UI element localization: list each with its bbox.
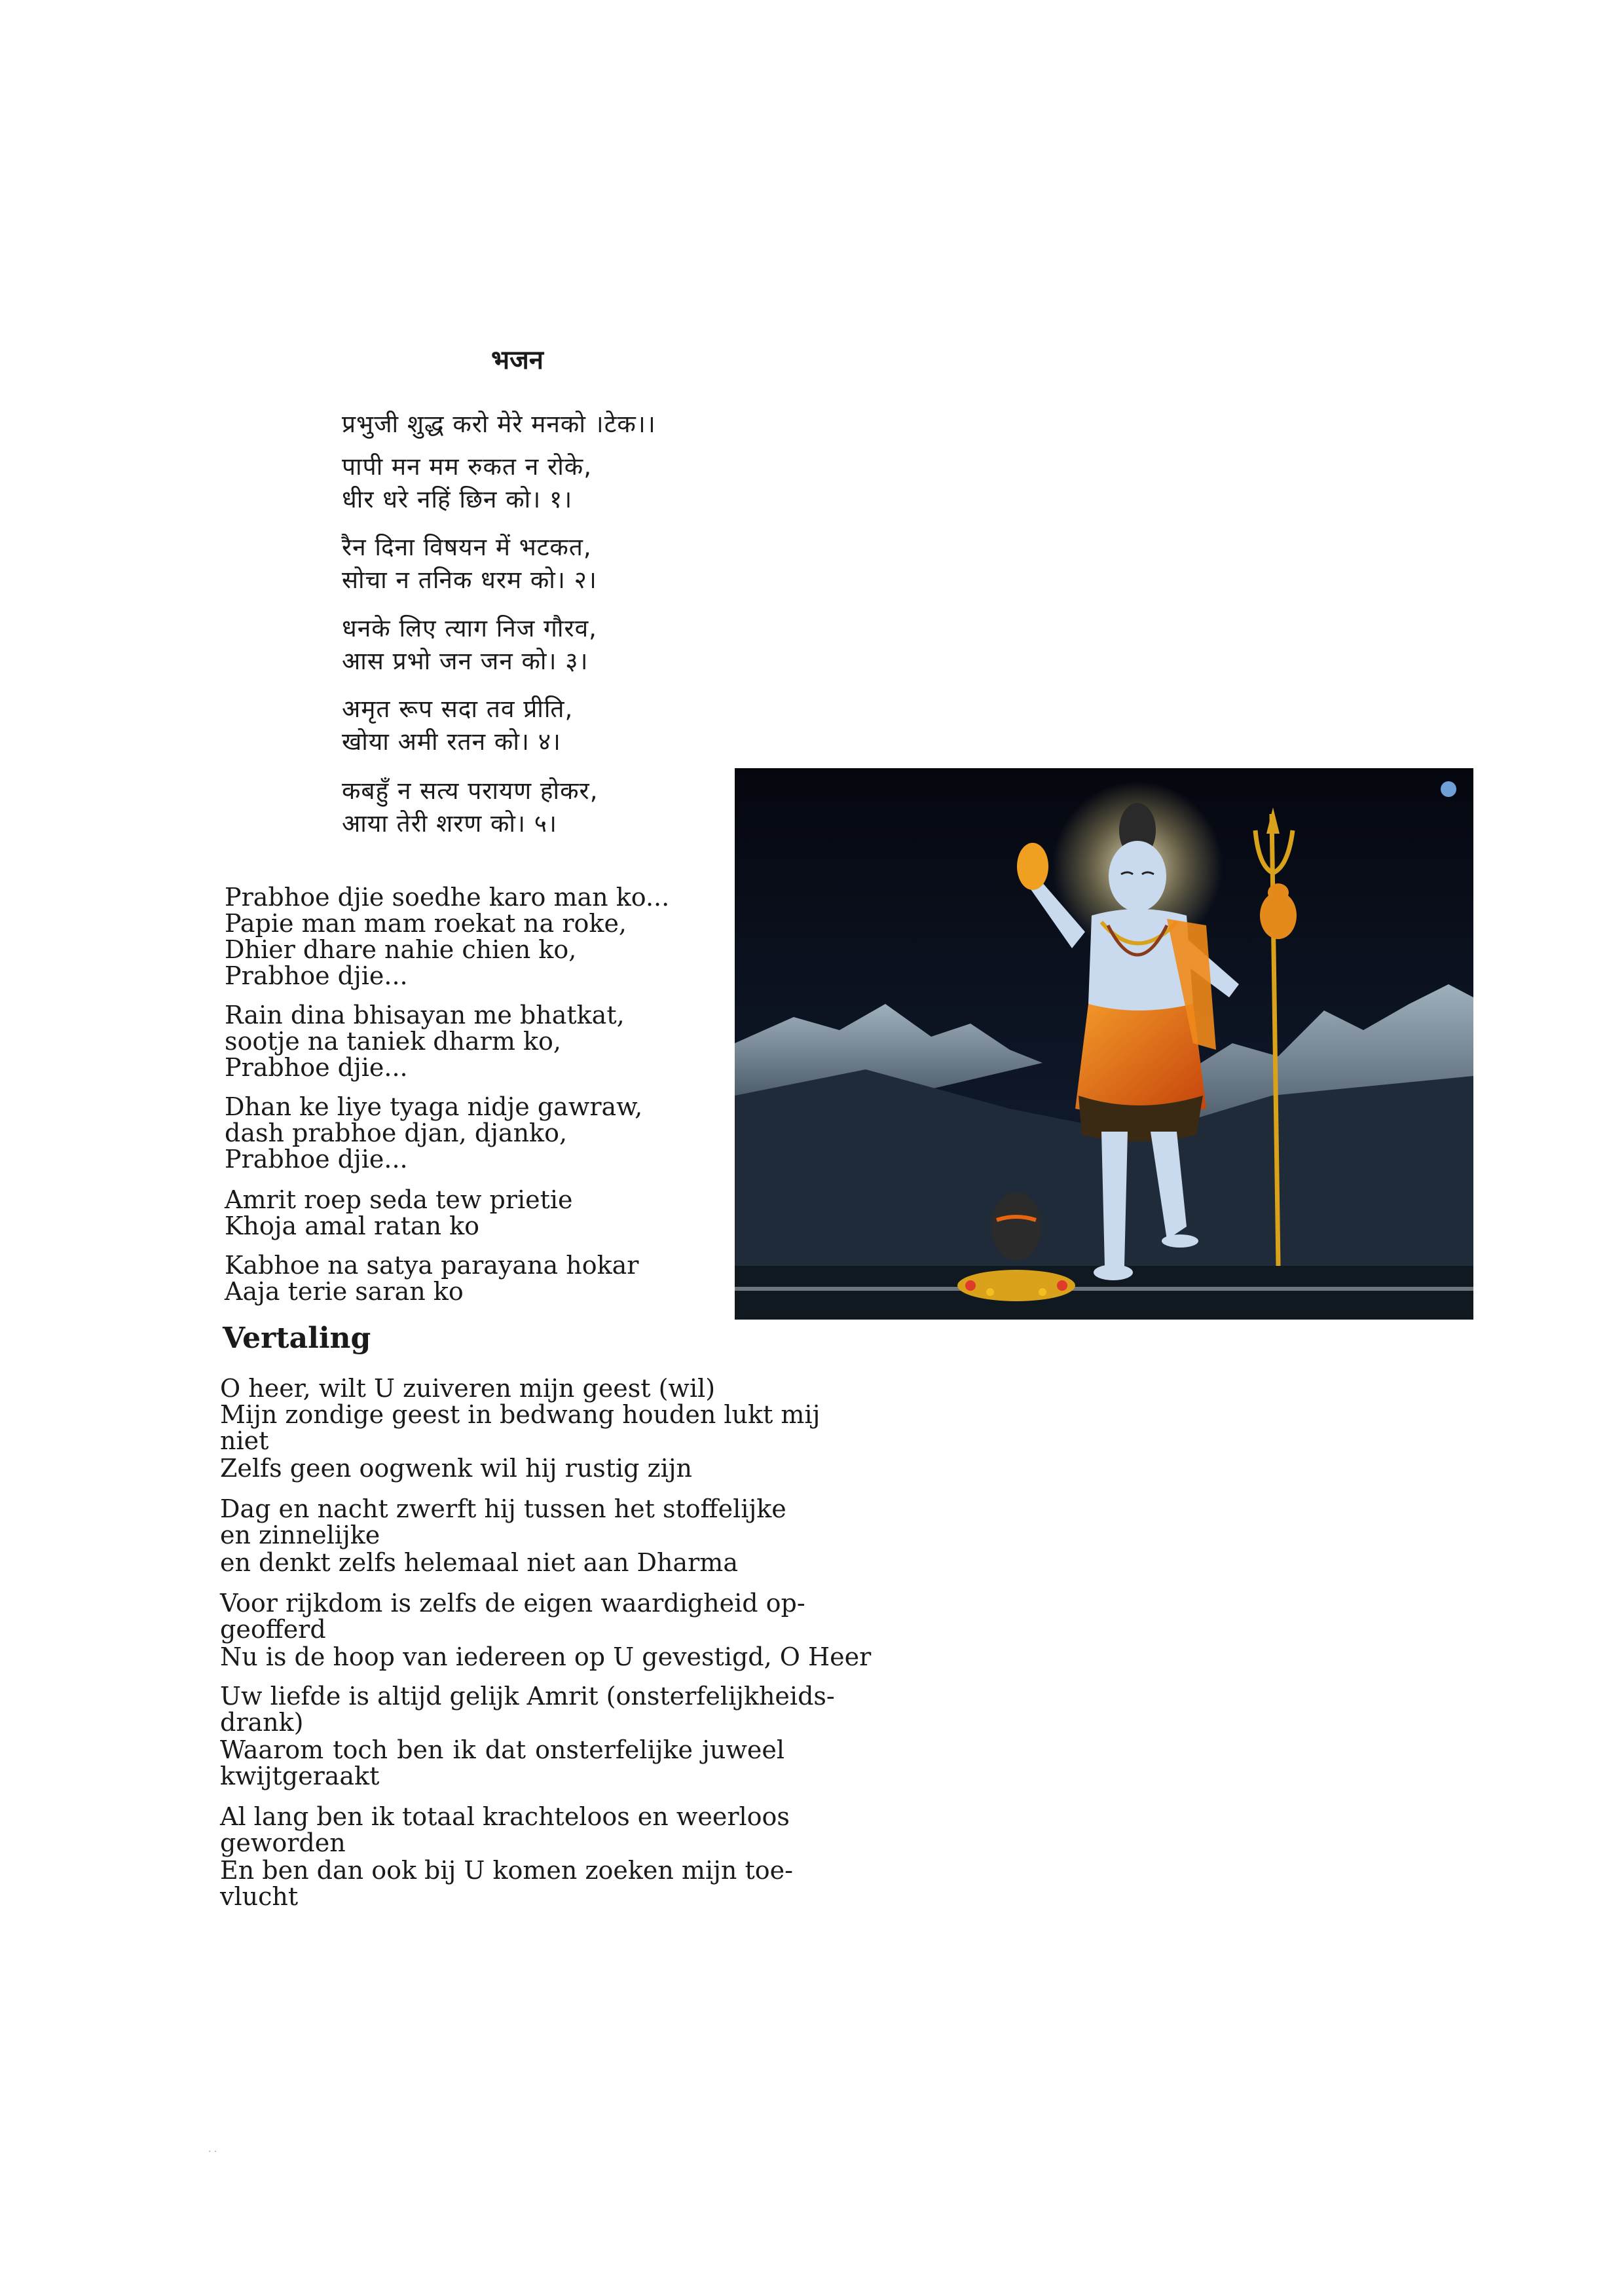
ground-line	[735, 1287, 1473, 1291]
transliteration-line: dash prabhoe djan, djanko,	[225, 1119, 568, 1147]
translation-line: Dag en nacht zwerft hij tussen het stoffelijke	[220, 1494, 786, 1523]
translation-line: Nu is de hoop van iedereen op U gevestigd, O Heer	[220, 1642, 872, 1671]
head	[1109, 841, 1166, 912]
transliteration-line: Prabhoe djie...	[225, 961, 408, 990]
transliteration-line: Prabhoe djie soedhe karo man ko...	[225, 883, 670, 912]
hindi-line: प्रभुजी शुद्ध करो मेरे मनको ।टेक।।	[342, 410, 656, 438]
transliteration-line: Prabhoe djie...	[225, 1145, 408, 1174]
translation-line: en zinnelijke	[220, 1521, 380, 1549]
hindi-line: अमृत रूप सदा तव प्रीति,	[342, 695, 574, 723]
transliteration-line: Prabhoe djie...	[225, 1053, 408, 1082]
translation-line: Zelfs geen oogwenk wil hij rustig zijn	[220, 1454, 693, 1483]
translation-line: kwijtgeraakt	[220, 1762, 380, 1790]
transliteration-line: Dhier dhare nahie chien ko,	[225, 935, 577, 964]
translation-line: en denkt zelfs helemaal niet aan Dharma	[220, 1548, 738, 1577]
translation-line: Voor rijkdom is zelfs de eigen waardigheid op-	[220, 1589, 805, 1618]
lingam	[991, 1193, 1041, 1261]
hindi-line: आया तेरी शरण को। ५।	[342, 809, 558, 838]
translation-line: niet	[220, 1426, 269, 1455]
blessing-hand	[1017, 843, 1048, 890]
translation-line: Mijn zondige geest in bedwang houden lukt mij	[220, 1400, 821, 1429]
hindi-line: कबहुँ न सत्य परायण होकर,	[342, 777, 599, 805]
bhajan-title: भजन	[491, 345, 544, 375]
transliteration-line: sootje na taniek dharm ko,	[225, 1027, 561, 1056]
transliteration-line: Rain dina bhisayan me bhatkat,	[225, 1001, 625, 1029]
left-leg	[1101, 1132, 1128, 1266]
hindi-line: धनके लिए त्याग निज गौरव,	[342, 614, 597, 642]
publisher-logo	[1441, 781, 1456, 797]
translation-line: En ben dan ook bij U komen zoeken mijn toe-	[220, 1856, 793, 1885]
robe	[1075, 1004, 1206, 1115]
translation-line: vlucht	[220, 1882, 299, 1911]
hindi-line: खोया अमी रतन को। ४।	[342, 728, 561, 756]
transliteration-line: Amrit roep seda tew prietie	[225, 1185, 573, 1214]
translation-heading: Vertaling	[223, 1322, 371, 1355]
translation-line: Al lang ben ik totaal krachteloos en weerloos	[220, 1802, 790, 1831]
translation-line: geofferd	[220, 1615, 326, 1644]
transliteration-line: Papie man mam roekat na roke,	[225, 909, 627, 938]
translation-line: O heer, wilt U zuiveren mijn geest (wil)	[220, 1374, 716, 1403]
hindi-line: रैन दिना विषयन में भटकत,	[342, 533, 592, 561]
transliteration-line: Aaja terie saran ko	[225, 1277, 464, 1306]
hindi-line: पापी मन मम रुकत न रोके,	[342, 453, 592, 481]
hindi-line: सोचा न तनिक धरम को। २।	[342, 566, 597, 594]
hindi-line: धीर धरे नहिं छिन को। १।	[342, 485, 573, 513]
transliteration-line: Khoja amal ratan ko	[225, 1212, 480, 1240]
translation-line: Waarom toch ben ik dat onsterfelijke juweel	[220, 1735, 784, 1764]
scan-speck: · ·	[208, 2147, 217, 2157]
translation-line: drank)	[220, 1708, 304, 1737]
translation-line: Uw liefde is altijd gelijk Amrit (onsterfelijkheids-	[220, 1682, 835, 1711]
transliteration-line: Kabhoe na satya parayana hokar	[225, 1251, 639, 1280]
transliteration-line: Dhan ke liye tyaga nidje gawraw,	[225, 1092, 643, 1121]
translation-line: geworden	[220, 1828, 346, 1857]
hindi-line: आस प्रभो जन जन को। ३।	[342, 647, 589, 675]
shiva-picture	[735, 768, 1473, 1320]
